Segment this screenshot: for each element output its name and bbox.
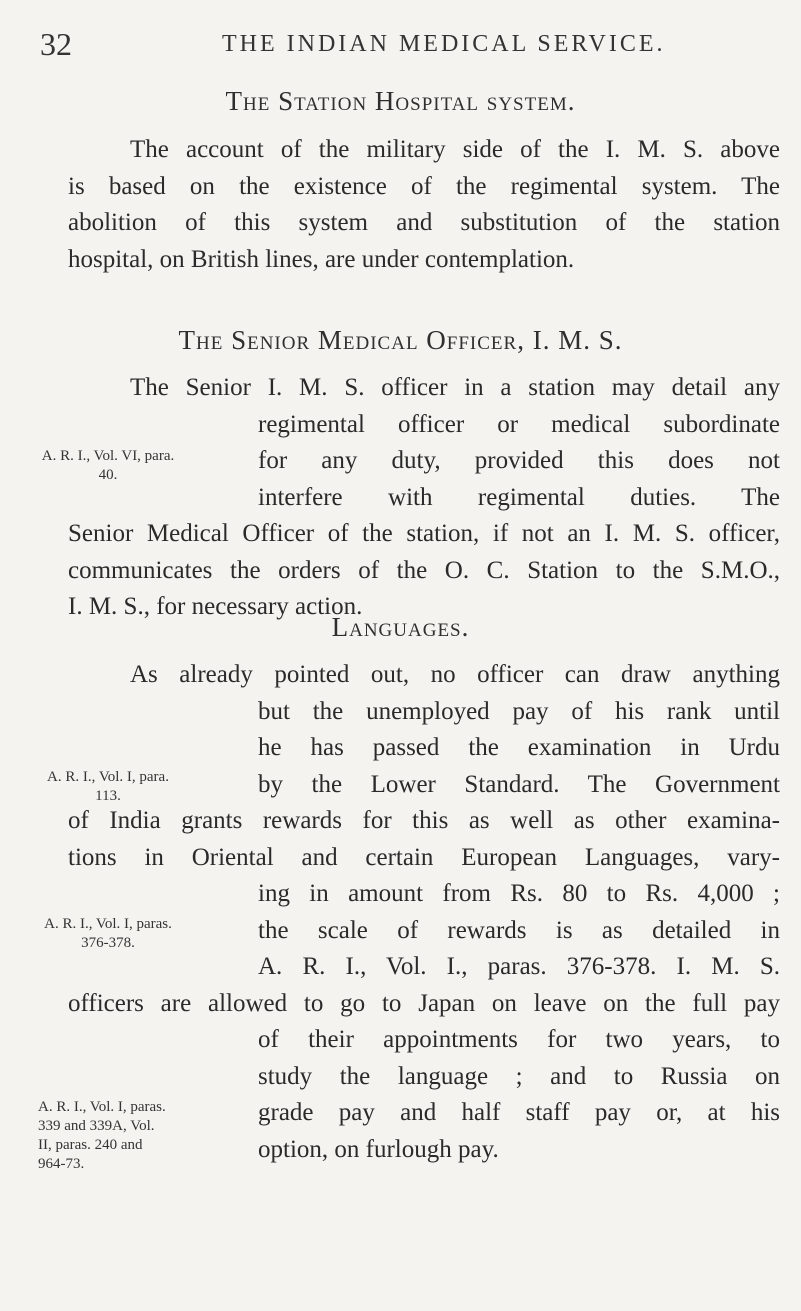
- text-line: Senior Medical Officer of the station, if not an I. M. S. officer,: [68, 520, 780, 547]
- text-line-inset: of their appointments for two years, to: [258, 1026, 780, 1053]
- text-line-inset: study the language ; and to Russia on: [258, 1062, 780, 1090]
- section-heading-station-hospital: The Station Hospital system.: [225, 86, 576, 116]
- text-line-inset: interfere with regimental duties. The: [258, 483, 780, 511]
- page-number: 32: [40, 26, 72, 62]
- text-line-inset: but the unemployed pay of his rank until: [258, 697, 780, 725]
- text-line: tions in Oriental and certain European Languages, vary-: [68, 843, 780, 871]
- text-line: is based on the existence of the regimental system. The: [68, 172, 780, 200]
- text-line-inset: by the Lower Standard. The Government: [258, 770, 780, 798]
- text-line: I. M. S., for necessary action.: [68, 593, 363, 620]
- running-head: [0, 24, 801, 64]
- text-line-inset: A. R. I., Vol. I., paras. 376-378. I. M. S.: [258, 953, 780, 980]
- text-line: The Senior I. M. S. officer in a station may detail any: [130, 374, 780, 401]
- text-line: The account of the military side of the I. M. S. above: [130, 136, 780, 163]
- text-line: of India grants rewards for this as well as other examina-: [68, 807, 780, 834]
- margin-reference: A. R. I., Vol. I, paras. 339 and 339A, Vol. II, paras. 240 and 964-73.: [38, 1099, 166, 1172]
- margin-reference: A. R. I., Vol. I, para. 113.: [47, 769, 169, 804]
- margin-reference: A. R. I., Vol. I, paras. 376-378.: [44, 916, 172, 951]
- paragraph-senior-medical-officer: [68, 370, 780, 626]
- section-heading-senior-medical-officer: The Senior Medical Officer, I. M. S.: [178, 325, 623, 355]
- text-line-inset: he has passed the examination in Urdu: [258, 734, 780, 761]
- text-line: abolition of this system and substitution of the station: [68, 209, 780, 236]
- paragraph-languages: [68, 657, 780, 1168]
- margin-reference: A. R. I., Vol. VI, para. 40.: [41, 448, 175, 483]
- section-heading-languages: Languages.: [331, 612, 470, 642]
- text-line-inset: option, on furlough pay.: [258, 1135, 499, 1163]
- text-line-inset: for any duty, provided this does not: [258, 447, 780, 474]
- text-line: As already pointed out, no officer can draw anything: [130, 661, 780, 688]
- text-line-inset: regimental officer or medical subordinate: [258, 410, 780, 438]
- paragraph-station-hospital: [68, 132, 780, 278]
- text-line: hospital, on British lines, are under contemplation.: [68, 245, 575, 273]
- running-head-title: THE INDIAN MEDICAL SERVICE.: [222, 31, 666, 57]
- text-line-inset: ing in amount from Rs. 80 to Rs. 4,000 ;: [258, 880, 780, 907]
- text-line-inset: the scale of rewards is as detailed in: [258, 916, 780, 944]
- text-line: officers are allowed to go to Japan on leave on the full pay: [68, 989, 780, 1017]
- text-line: communicates the orders of the O. C. Station to the S.M.O.,: [68, 556, 780, 584]
- text-line-inset: grade pay and half staff pay or, at his: [258, 1099, 780, 1126]
